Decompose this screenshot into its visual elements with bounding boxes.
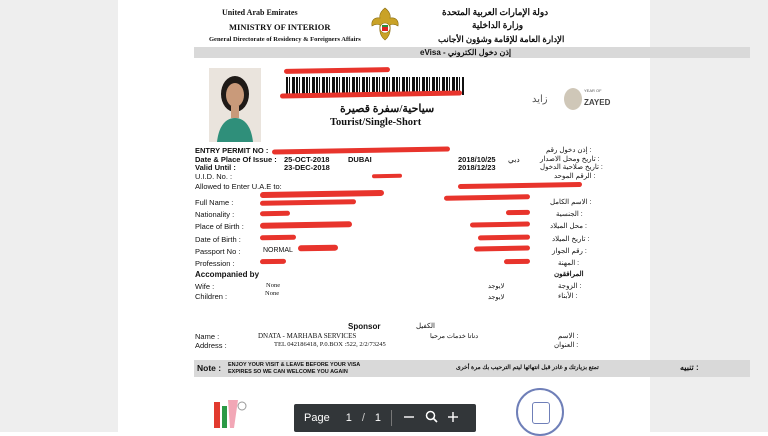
wife-value: None [266,282,281,289]
redacted-date-of-birth-ar [478,235,530,241]
wife-label: Wife : [195,282,215,291]
date-of-birth-ar: تاريخ الميلاد : [552,236,590,243]
sponsor-name-ar: دناتا خدمات مرحبا [430,333,479,340]
redacted-entry-permit [272,146,450,154]
sponsor-heading: Sponsor [348,322,381,331]
passport-ar: رقم الجواز : [552,248,587,255]
sponsor-address: TEL 042186418, P.0.BOX :522, 2/2/73245 [274,341,386,348]
accompanied-heading: Accompanied by [195,270,260,279]
redacted-place-of-birth-ar [470,221,530,227]
note-label: Note : [197,363,222,373]
toolbar-divider [391,410,392,426]
visa-type-arabic: سياحية/سفرة قصيرة [340,103,435,115]
seal-inner-icon [532,402,550,424]
zoom-out-button[interactable] [398,410,420,426]
uid-label: U.I.D. No. : [195,172,233,181]
wife-ar: الزوجة : [558,283,582,290]
valid-until-ar: تاريخ صلاحية الدخول : [540,164,603,171]
year-of-zayed-logo [532,88,611,118]
nationality-ar: الجنسية : [556,211,583,218]
note-bar [194,360,750,377]
zayed-arabic: زايد [532,94,548,105]
redacted-passport-ar [474,246,530,252]
redacted-profession-ar [504,259,530,264]
issue-ar: تاريخ ومحل الاصدار : [540,156,600,163]
issue-place: DUBAI [348,155,372,164]
sponsor-name-ar-label: الاسم : [558,333,579,340]
dnrd-seal-icon [516,388,564,436]
applicant-photo [209,68,261,142]
zayed-year-of: YEAR OF [584,88,602,93]
valid-until-date: 23-DEC-2018 [284,163,330,172]
profession-label: Profession : [195,259,235,268]
uid-ar: الرقم الموحد : [554,173,596,180]
entry-permit-label: ENTRY PERMIT NO : [195,146,269,155]
redacted-allowed-ar [458,182,582,189]
evisa-title-bar [194,47,750,58]
full-name-ar: الاسم الكامل : [550,199,592,206]
tourism-logo-icon [208,396,250,432]
zayed-portrait-icon [564,88,582,110]
entry-permit-ar: إذن دخول رقم : [546,147,592,154]
valid-until-label: Valid Until : [195,163,236,172]
full-name-label: Full Name : [195,198,234,207]
issue-date: 25-OCT-2018 [284,155,330,164]
header-directorate-ar: الإدارة العامة للإقامة وشؤون الأجانب [438,34,565,44]
note-line-1: ENJOY YOUR VISIT & LEAVE BEFORE YOUR VISA [228,362,361,368]
place-of-birth-label: Place of Birth : [195,222,244,231]
wife-value-ar: لايوجد [488,283,505,290]
minus-icon [403,411,415,423]
redacted-passport [298,245,338,252]
magnifier-icon [425,410,438,423]
visa-type-english: Tourist/Single-Short [330,117,422,128]
valid-until-date-ar: 2018/12/23 [458,163,496,172]
nationality-label: Nationality : [195,210,235,219]
note-line-2: EXPIRES SO WE CAN WELCOME YOU AGAIN [228,369,348,375]
sponsor-heading-ar: الكفيل [416,323,435,330]
header-country-ar: دولة الإمارات العربية المتحدة [442,7,549,17]
uae-emblem-icon [370,6,400,42]
passport-type: NORMAL [263,247,293,254]
header-ministry-ar: وزارة الداخلية [472,20,524,30]
redacted-nationality [260,211,290,217]
passport-label: Passport No : [195,247,241,256]
page-separator: / [361,412,365,424]
page-label: Page [304,412,330,424]
left-backdrop [0,0,118,432]
fit-to-page-button[interactable] [420,410,442,426]
issue-place-ar: دبي [508,155,520,164]
header-country: United Arab Emirates [222,8,298,17]
zayed-name: ZAYED [584,98,611,107]
children-ar: الأبناء : [558,293,578,300]
pdf-viewer-toolbar [294,404,476,432]
sponsor-address-ar-label: العنوان : [554,342,579,349]
date-of-birth-label: Date of Birth : [195,235,241,244]
issue-date-ar: 2018/10/25 [458,155,496,164]
redacted-serial [284,67,390,74]
allowed-to-enter-label: Allowed to Enter U.A.E to: [195,182,282,191]
redacted-nationality-ar [506,210,530,215]
redacted-full-name-2 [260,199,356,206]
redacted-date-of-birth [260,235,296,241]
current-page-input[interactable]: 1 [345,412,352,424]
note-arabic: تمتع بزيارتك و غادر قبل انتهائها ليتم الترحيب بك مرة أخرى [456,365,599,371]
note-label-ar: تنبيه : [680,363,699,372]
children-value-ar: لايوجد [488,294,505,301]
header-ministry: MINISTRY OF INTERIOR [229,22,331,32]
redacted-place-of-birth [260,221,352,229]
sponsor-address-label: Address : [195,341,227,350]
evisa-title: eVisa - إذن دخول الكتروني [420,48,512,57]
profession-ar: المهنة : [558,260,580,267]
redacted-profession [260,259,286,264]
redacted-full-name-ar [444,194,530,201]
redacted-uid [372,174,402,179]
sponsor-name: DNATA - MARHABA SERVICES [258,332,357,340]
sponsor-name-label: Name : [195,332,220,341]
plus-icon [447,411,459,423]
accompanied-heading-ar: المرافقون [554,271,584,278]
children-label: Children : [195,292,228,301]
redacted-full-name [260,190,384,198]
zoom-in-button[interactable] [442,410,464,426]
header-directorate: General Directorate of Residency & Foreigners Affairs [209,36,361,43]
place-of-birth-ar: محل الميلاد : [550,223,587,230]
visa-document [118,0,699,432]
children-value: None [265,290,280,297]
total-pages: 1 [374,412,382,424]
issue-label: Date & Place Of Issue : [195,155,277,164]
